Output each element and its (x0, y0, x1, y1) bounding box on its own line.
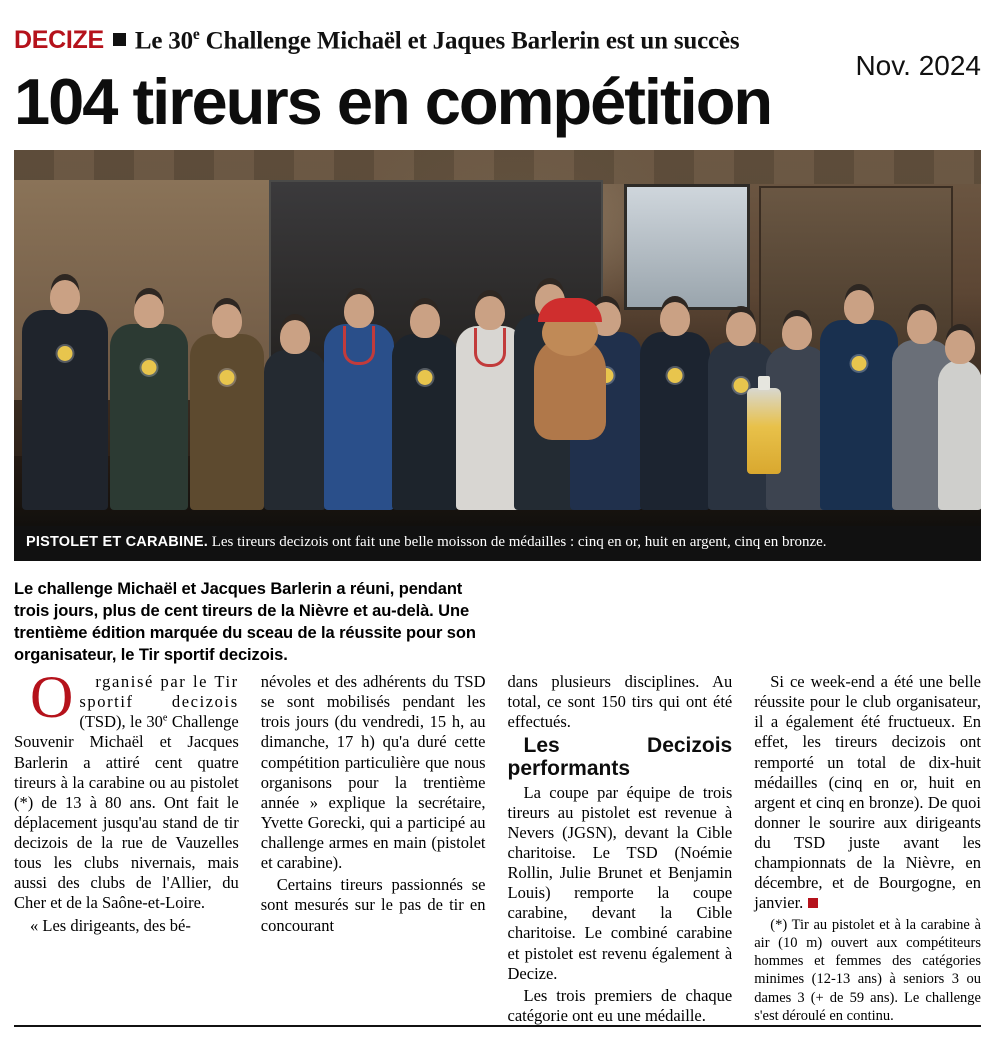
photo-medal (142, 360, 157, 375)
photo-person-head (782, 316, 812, 350)
photo-medal (418, 370, 433, 385)
photo-window (624, 184, 750, 310)
photo-person-head (212, 304, 242, 338)
photo-ceiling (14, 150, 981, 184)
photo-person (820, 320, 898, 510)
kicker-locality: DECIZE (14, 26, 104, 55)
footnote: (*) Tir au pistolet et à la carabine à air (10 m) ouvert aux compétiteurs hommes et femmes des catégories minimes (12-13 ans) à seniors 3 ou dames 3 (+ de 59 ans). Le challenge s'est déroulé en continu. (754, 916, 981, 1024)
caption-text: Les tireurs decizois ont fait une belle moisson de médailles : cinq en or, huit en argent, cinq en bronze. (207, 534, 827, 551)
photo-person (392, 334, 458, 510)
photo-person-head (410, 304, 440, 338)
paragraph: Certains tireurs passionnés se sont mesurés sur le pas de tir en concourant (260, 875, 486, 935)
paragraph: névoles et des adhérents du TSD se sont mobilisés pendant les trois jours (du vendredi, 15 h, au dimanche, 17 h) qu'a duré cette compétition particulière que nous organisons pour la trentième année » explique la secrétaire, Yvette Gorecki, qui a participé au challenge armes en main (pistolet et carabine). (260, 672, 486, 873)
photo-bottle (747, 388, 781, 474)
photo-person (110, 324, 188, 510)
photo-medal (734, 378, 749, 393)
photo-person (324, 324, 394, 510)
photo-person (22, 310, 108, 510)
bottom-rule (14, 1025, 981, 1027)
photo-medal (58, 346, 73, 361)
paragraph-text: Si ce week-end a été une belle réussite pour le club organisateur, il a également été fructueux. En effet, les tireurs decizois ont remporté un total de dix-huit médailles (cinq en or, huit en argent et cinq en bronze). De quoi donner le sourire aux dirigeants du TSD juste avant les championnats de la Nièvre, en décembre, et de Bourgogne, en janvier. (754, 672, 981, 913)
end-of-article-square-icon (808, 898, 818, 908)
article-body (14, 664, 981, 1026)
paragraph-text: Challenge Souvenir Michaël et Jacques Barlerin a attiré cent quatre tireurs à la carabine ou au pistolet (*) de 13 à 80 ans. Ont fait le déplacement jusqu'au stand de tir decizois de la rue de Vauzelles tous les clubs nivernais, mais aussi des clubs de l'Allier, du Cher et de la Saône-et-Loire. (14, 712, 239, 913)
article-photo (14, 150, 981, 526)
photo-lanyard (474, 328, 506, 367)
paragraph: « Les dirigeants, des bé- (30, 915, 191, 935)
kicker (14, 0, 981, 55)
kicker-title: Le 30e Challenge Michaël et Jaques Barlerin est un succès (134, 26, 740, 55)
photo-caption (14, 526, 981, 561)
photo-person-head (726, 312, 756, 346)
photo-lanyard (343, 326, 375, 365)
photo-person-head (844, 290, 874, 324)
paragraph (754, 672, 981, 914)
issue-date: Nov. 2024 (855, 50, 981, 81)
paragraph: dans plusieurs disciplines. Au total, ce sont 150 tirs qui ont été effectués. (507, 672, 733, 732)
paragraph-lead: rganisé par le Tir sportif decizois (79, 672, 239, 712)
photo-person (190, 334, 264, 510)
article-column-4 (754, 672, 981, 1026)
page-title: 104 tireurs en compétition (14, 65, 772, 139)
kicker-ordinal-sup: e (192, 26, 200, 43)
photo-medal (852, 356, 867, 371)
photo-medal (668, 368, 683, 383)
photo-medal (220, 370, 235, 385)
photo-person-head (907, 310, 937, 344)
photo-person-head (660, 302, 690, 336)
paragraph: Les trois premiers de chaque catégorie ont eu une médaille. (507, 985, 733, 1025)
standfirst: Le challenge Michaël et Jacques Barlerin a réuni, pendant trois jours, plus de cent tireurs de la Nièvre et au-delà. Une trentième édition marquée du sceau de la réussite pour son organisateur, le Tir sportif decizois. (14, 580, 476, 664)
ordinal-sup: e (162, 712, 168, 724)
photo-person (264, 350, 326, 510)
article-column-3 (508, 672, 733, 1026)
photo-person-head (280, 320, 310, 354)
article-column-2 (261, 672, 486, 1026)
caption-lead: PISTOLET ET CARABINE. (26, 534, 208, 551)
photo-person-head (134, 294, 164, 328)
article-column-1 (14, 664, 239, 1026)
paragraph (14, 664, 239, 914)
photo-person-head (344, 294, 374, 328)
drop-cap: O (30, 664, 74, 730)
photo-mascot-toy (534, 336, 606, 440)
photo-person-head (50, 280, 80, 314)
photo-person (640, 332, 710, 510)
paragraph: La coupe par équipe de trois tireurs au pistolet est revenue à Nevers (JGSN), devant la Cible charitoise. Le TSD (Noémie Rollin, Julie Brunet et Benjamin Louis) remporte la coupe carabine, devant la Cible charitoise. Le combiné carabine et pistolet est revenu également à Decize. (507, 782, 733, 983)
kicker-square-bullet-icon (113, 33, 126, 46)
section-subhead: Les Decizois performants (507, 734, 733, 781)
paragraph-text: (TSD), le 30 (79, 712, 163, 732)
photo-scene (14, 150, 981, 526)
photo-person-head (945, 330, 975, 364)
photo-person (938, 360, 981, 510)
photo-person-head (475, 296, 505, 330)
